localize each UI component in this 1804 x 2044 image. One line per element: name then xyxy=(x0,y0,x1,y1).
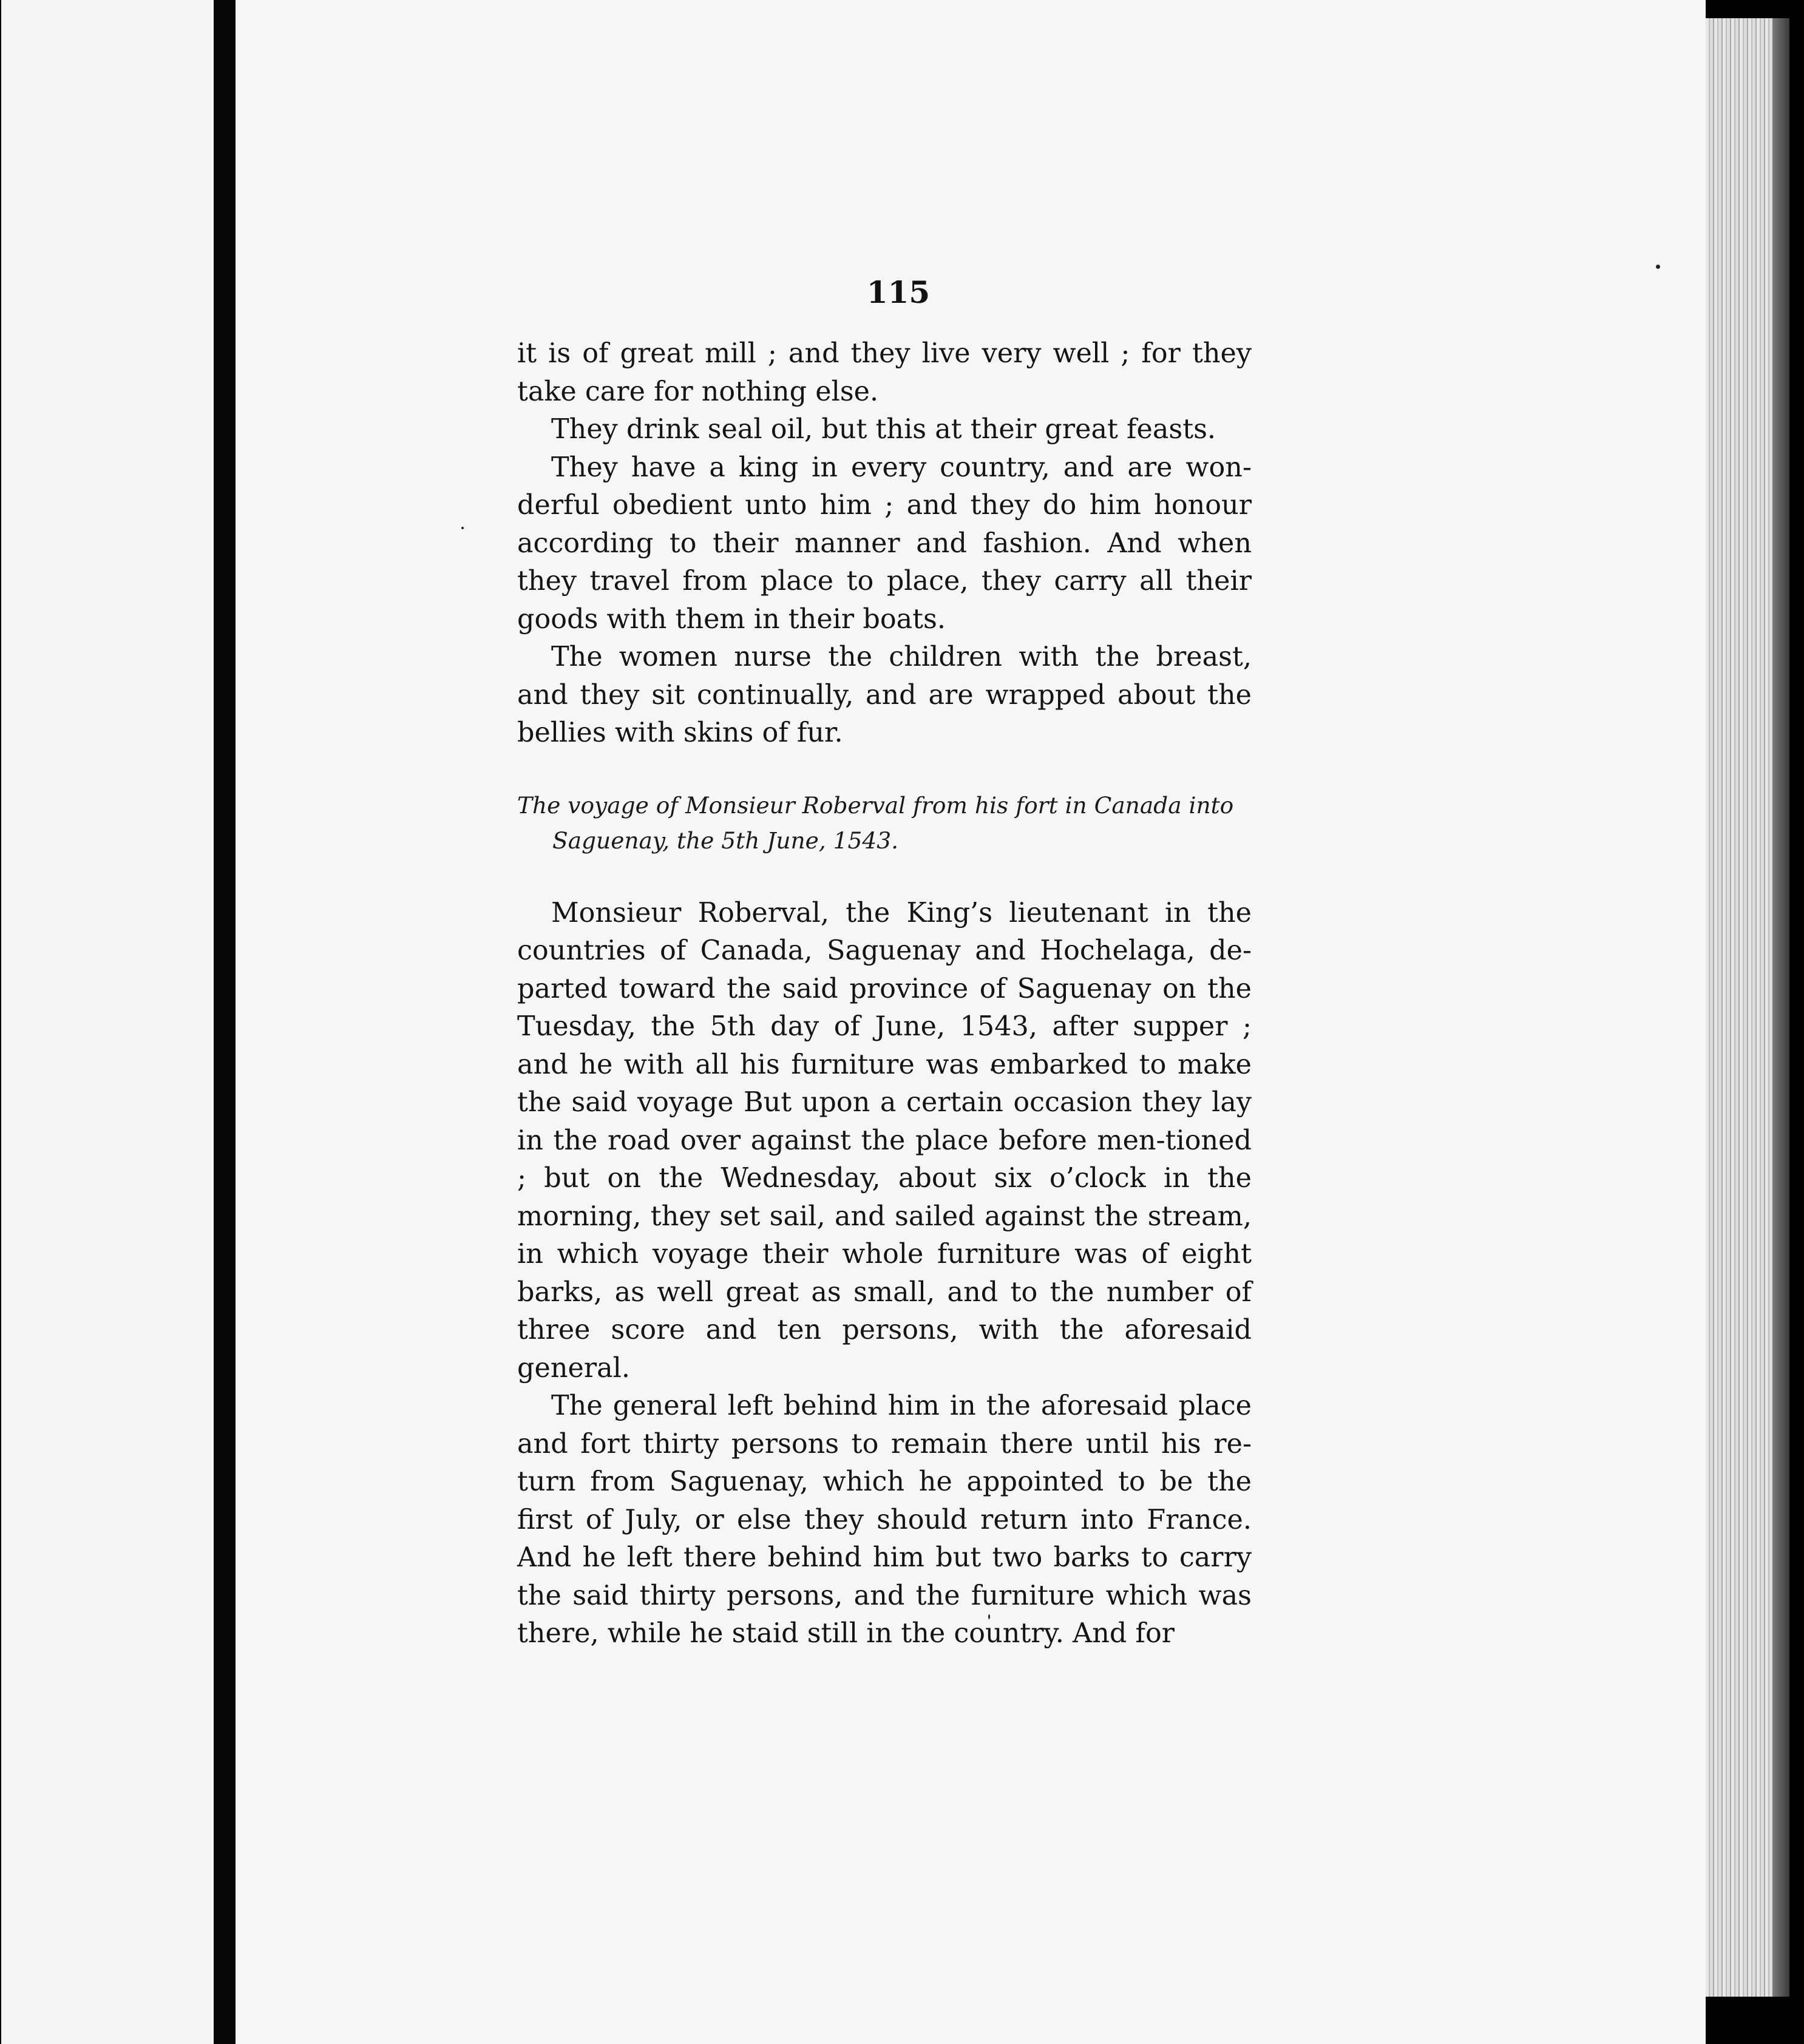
paragraph: Monsieur Roberval, the King’s lieutenant in the countries of Canada, Saguenay and Hochelaga, de-parted toward the said province of Saguenay on the Tuesday, the 5th day of June, 1543, after supper ; and he with all his furniture was embarked to make the said voyage But upon a certain occasion they lay in the road over against the place before men-tioned ; but on the Wednesday, about six o’clock in the morning, they set sail, and sailed against the stream, in which voyage their whole furniture was of eight barks, as well great as small, and to the number of three score and ten persons, with the aforesaid general. xyxy=(517,897,1252,1384)
paragraph: The general left behind him in the aforesaid place and fort thirty persons to remain there until his re-turn from Saguenay, which he appointed to be the first of July, or else they should return into France. And he left there behind him but two barks to carry the said thirty persons, and the furniture which was there, while he staid still in the country. And for xyxy=(517,1390,1252,1649)
book-gutter xyxy=(214,0,236,2044)
left-page-edge xyxy=(1,0,214,2044)
paragraph: The women nurse the children with the breast, and they sit continually, and are wrapped about the bellies with skins of fur. xyxy=(517,641,1252,748)
paragraph: They have a king in every country, and are won-derful obedient unto him ; and they do him honour according to their manner and fashion. And when they travel from place to place, they carry all their goods with them in their boats. xyxy=(517,452,1252,635)
section-heading xyxy=(517,788,1252,858)
section-heading-line-1: The voyage of Monsieur Roberval from his fort in Canada into xyxy=(517,791,1234,819)
body-text xyxy=(517,335,1252,1653)
page-number: 115 xyxy=(866,274,931,310)
page-stack-edges xyxy=(1706,18,1772,1997)
page-stack-shadow xyxy=(1772,18,1789,1997)
print-speck xyxy=(1656,265,1660,269)
paragraph: it is of great mill ; and they live very well ; for they take care for nothing else. xyxy=(517,338,1252,407)
section-heading-line-2: Saguenay, the 5th June, 1543. xyxy=(552,827,899,854)
print-speck xyxy=(461,527,464,529)
paragraph: They drink seal oil, but this at their great feasts. xyxy=(551,414,1216,445)
